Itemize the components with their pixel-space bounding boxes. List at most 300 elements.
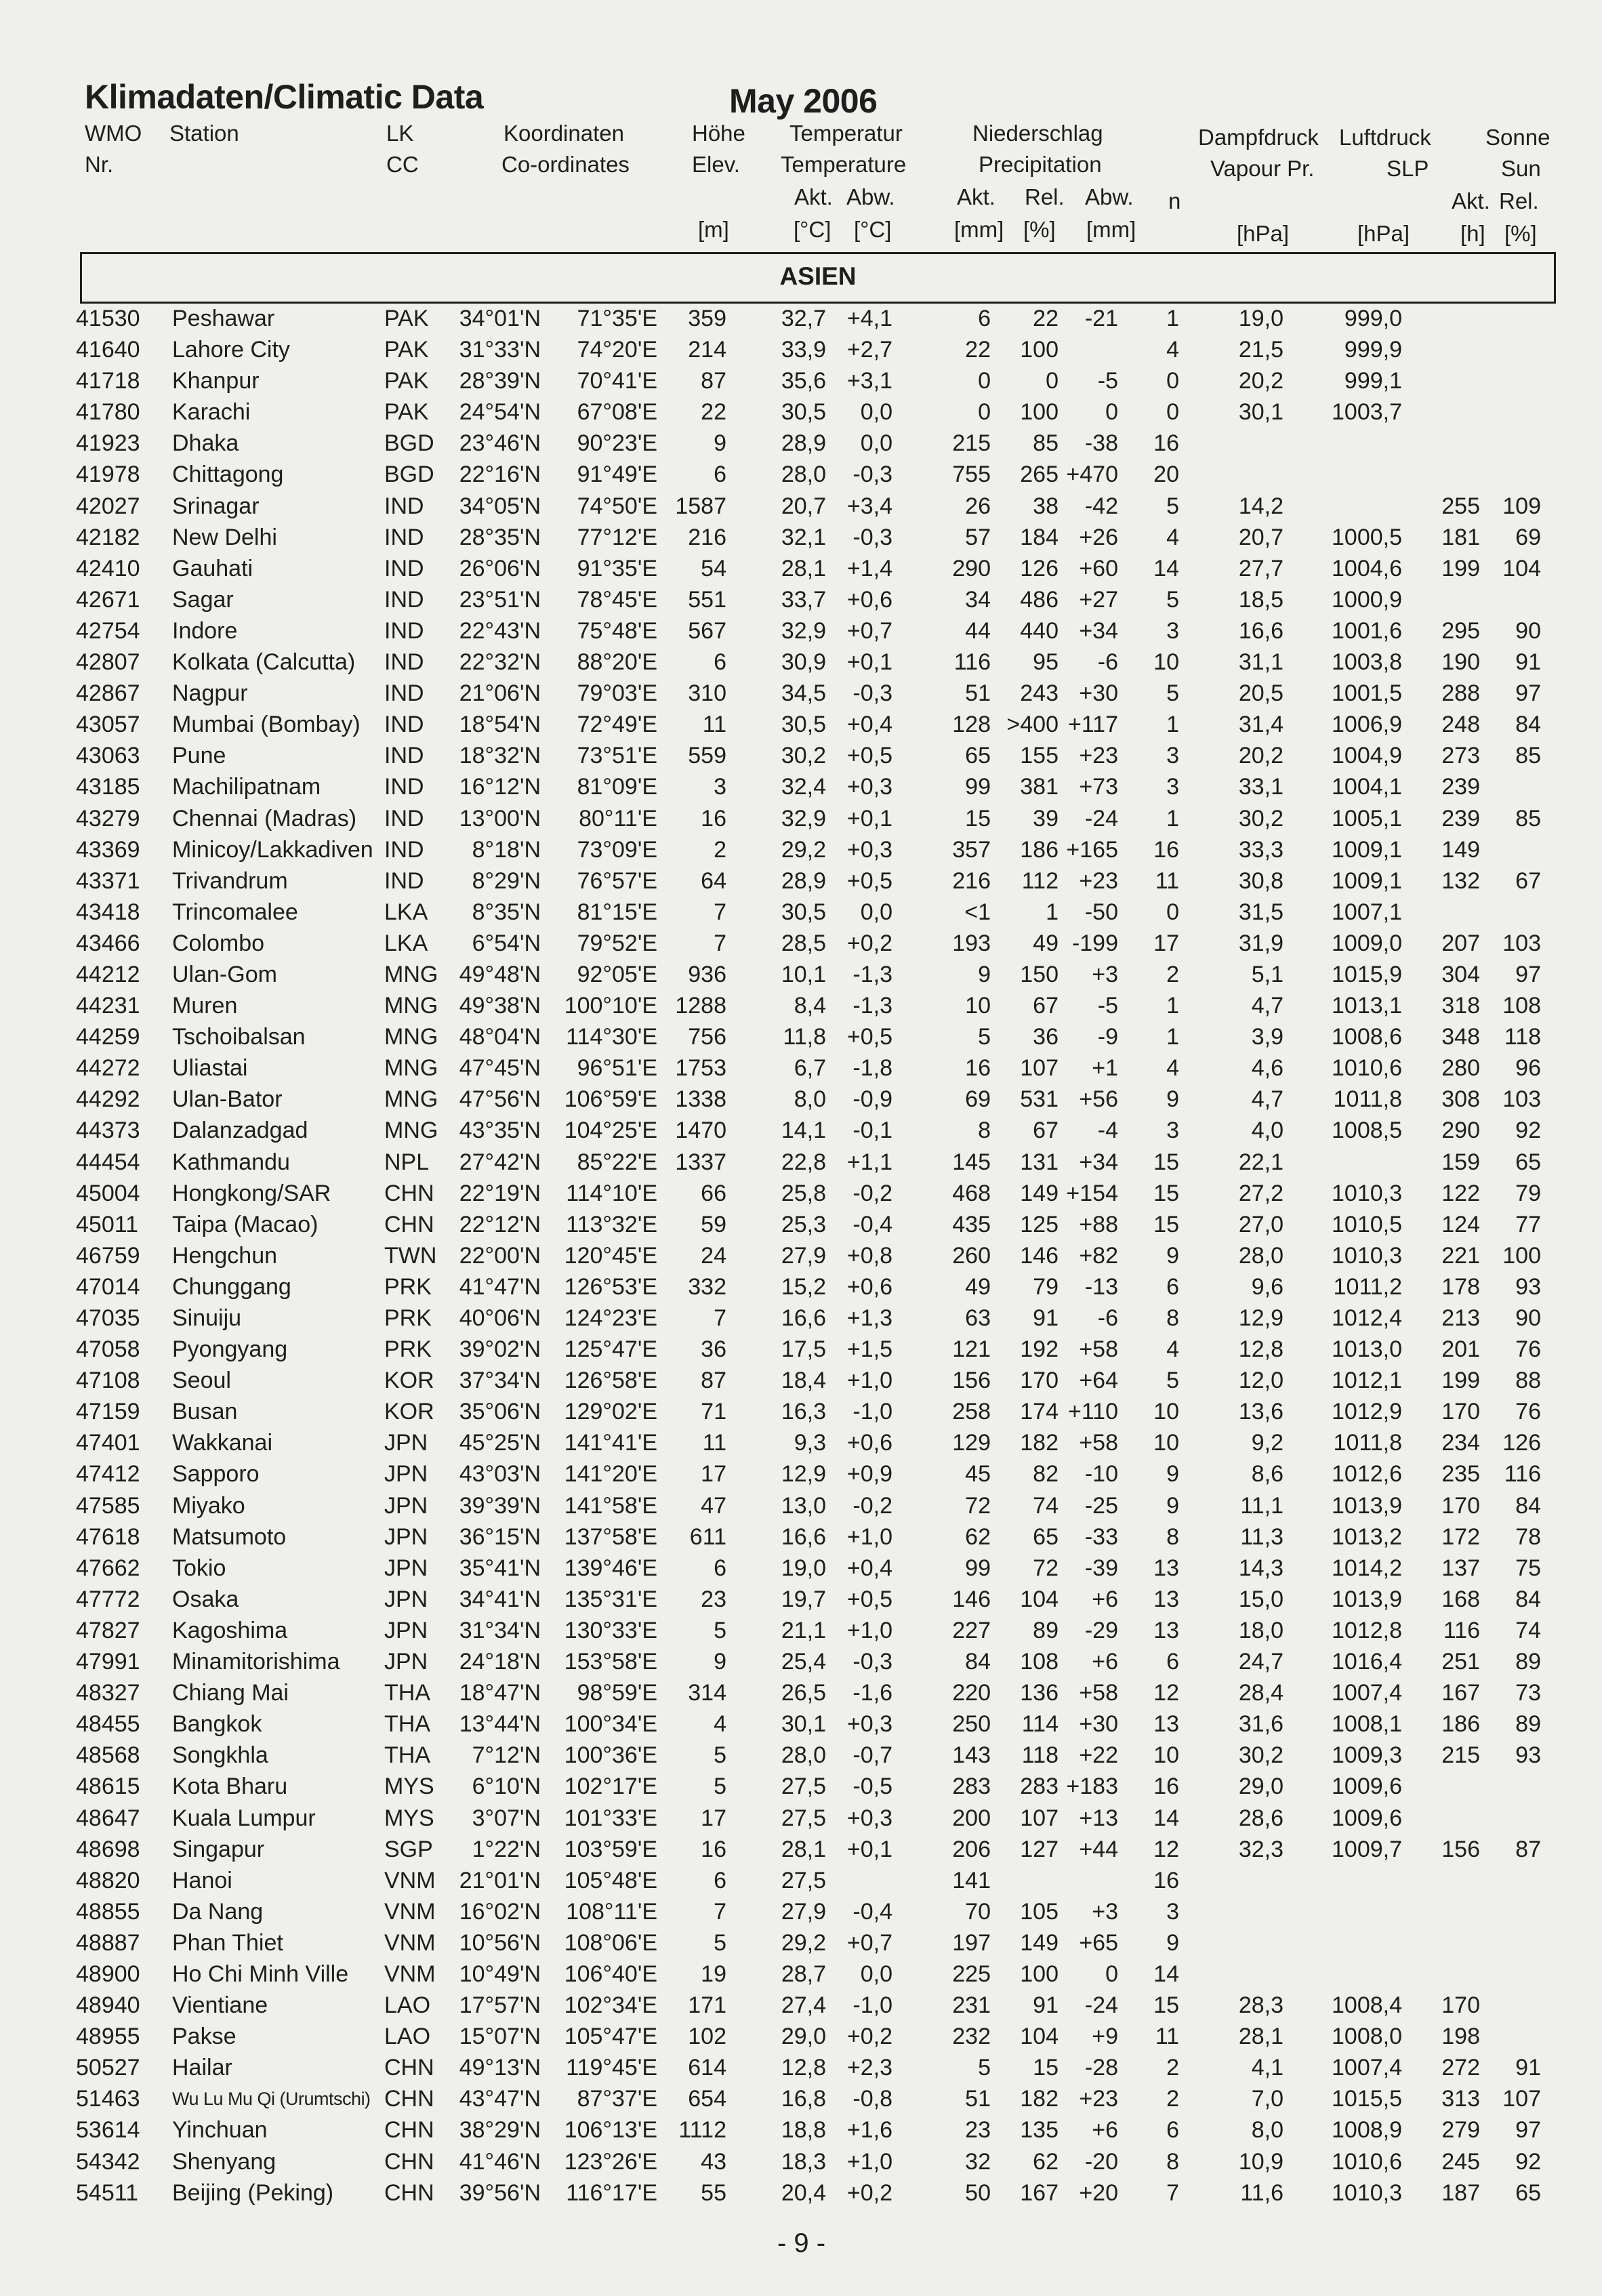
cell-wmo: 41978 bbox=[76, 462, 140, 488]
cell-cc: VNM bbox=[384, 1898, 436, 1925]
table-row bbox=[0, 1990, 1602, 2021]
header-slp: SLP bbox=[1387, 156, 1429, 181]
cell-temp_dev: -1,0 bbox=[853, 1399, 892, 1425]
cell-lat: 41°47'N bbox=[459, 1273, 541, 1300]
cell-cc: MYS bbox=[384, 1805, 434, 1831]
cell-elev: 332 bbox=[688, 1273, 726, 1300]
cell-n: 0 bbox=[1166, 368, 1179, 394]
cell-vapour: 28,1 bbox=[1238, 2024, 1283, 2050]
cell-temp_dev: +0,6 bbox=[846, 1273, 892, 1300]
cell-vapour: 33,1 bbox=[1238, 774, 1283, 800]
cell-lat: 49°38'N bbox=[459, 993, 541, 1019]
cell-sun_rel: 103 bbox=[1502, 1086, 1541, 1113]
cell-slp: 1008,9 bbox=[1332, 2117, 1402, 2144]
cell-prec: 34 bbox=[965, 586, 991, 613]
cell-lat: 3°07'N bbox=[472, 1805, 541, 1831]
cell-temp_dev: +0,2 bbox=[846, 2024, 892, 2050]
cell-lat: 43°35'N bbox=[459, 1118, 541, 1144]
cell-station: Colombo bbox=[172, 930, 265, 956]
cell-vapour: 4,0 bbox=[1251, 1118, 1283, 1144]
cell-elev: 936 bbox=[688, 961, 726, 987]
cell-lat: 15°07'N bbox=[459, 2024, 541, 2050]
cell-prec_dev: +58 bbox=[1079, 1336, 1118, 1363]
cell-prec_rel: 131 bbox=[1020, 1149, 1059, 1175]
cell-lon: 119°45'E bbox=[566, 2055, 657, 2081]
cell-temp: 28,7 bbox=[781, 1961, 826, 1987]
cell-wmo: 48698 bbox=[76, 1836, 140, 1862]
table-row bbox=[0, 522, 1602, 553]
cell-prec_rel: 182 bbox=[1020, 1430, 1059, 1456]
table-row bbox=[0, 334, 1602, 365]
header-wmo: WMO bbox=[85, 121, 142, 146]
cell-elev: 567 bbox=[688, 617, 726, 644]
cell-prec_rel: 36 bbox=[1033, 1024, 1059, 1050]
cell-n: 3 bbox=[1166, 774, 1179, 800]
cell-cc: KOR bbox=[384, 1368, 434, 1394]
cell-cc: PRK bbox=[384, 1336, 432, 1363]
cell-temp_dev: +0,7 bbox=[846, 617, 892, 644]
cell-vapour: 8,0 bbox=[1251, 2117, 1283, 2144]
cell-sun: 221 bbox=[1441, 1242, 1480, 1269]
cell-cc: TWN bbox=[384, 1242, 437, 1269]
cell-elev: 54 bbox=[701, 555, 726, 581]
cell-slp: 1011,8 bbox=[1333, 1086, 1402, 1113]
cell-prec_rel: 150 bbox=[1020, 961, 1059, 987]
cell-vapour: 4,7 bbox=[1251, 993, 1283, 1019]
cell-prec_dev: +3 bbox=[1092, 1898, 1118, 1925]
cell-prec_dev: +23 bbox=[1079, 2086, 1118, 2112]
cell-station: Pyongyang bbox=[172, 1336, 288, 1363]
cell-slp: 1000,5 bbox=[1332, 524, 1402, 550]
cell-prec: 32 bbox=[965, 2148, 991, 2175]
cell-slp: 999,0 bbox=[1344, 306, 1402, 331]
cell-prec_rel: 440 bbox=[1020, 617, 1059, 644]
cell-sun_rel: 89 bbox=[1515, 1711, 1541, 1738]
header-luftdruck: Luftdruck bbox=[1339, 125, 1431, 150]
cell-temp: 11,8 bbox=[783, 1024, 826, 1050]
cell-prec: 16 bbox=[965, 1055, 991, 1082]
cell-prec: 357 bbox=[952, 836, 991, 863]
cell-slp: 1010,3 bbox=[1332, 1242, 1402, 1269]
cell-temp_dev: +0,6 bbox=[846, 586, 892, 613]
cell-slp: 1008,1 bbox=[1332, 1711, 1402, 1738]
cell-prec_dev: +110 bbox=[1067, 1399, 1118, 1425]
cell-wmo: 47108 bbox=[76, 1368, 140, 1394]
cell-station: Sinuiju bbox=[172, 1305, 242, 1331]
table-row bbox=[0, 1396, 1602, 1427]
month-title: May 2006 bbox=[729, 82, 878, 120]
cell-prec_rel: 125 bbox=[1020, 1211, 1059, 1237]
cell-prec: 283 bbox=[952, 1774, 991, 1800]
cell-n: 13 bbox=[1153, 1711, 1179, 1738]
table-row bbox=[0, 1865, 1602, 1896]
cell-prec_rel: 65 bbox=[1033, 1523, 1059, 1550]
cell-sun_rel: 69 bbox=[1515, 524, 1541, 550]
cell-n: 15 bbox=[1153, 1211, 1179, 1237]
cell-prec_dev: -13 bbox=[1084, 1273, 1118, 1300]
cell-temp: 27,4 bbox=[781, 1992, 826, 2019]
cell-n: 15 bbox=[1153, 1992, 1179, 2019]
cell-lon: 141°41'E bbox=[564, 1430, 657, 1456]
cell-cc: MNG bbox=[384, 1024, 438, 1050]
cell-temp_dev: -0,4 bbox=[853, 1898, 892, 1925]
cell-vapour: 32,3 bbox=[1238, 1836, 1283, 1862]
cell-station: Taipa (Macao) bbox=[172, 1211, 319, 1237]
table-row bbox=[0, 1271, 1602, 1303]
cell-n: 6 bbox=[1166, 2117, 1179, 2144]
cell-lon: 105°47'E bbox=[564, 2024, 657, 2050]
cell-station: Ulan-Bator bbox=[172, 1086, 283, 1113]
cell-prec_dev: -24 bbox=[1084, 1992, 1118, 2019]
cell-prec: 250 bbox=[952, 1711, 991, 1738]
cell-station: Pakse bbox=[172, 2024, 237, 2050]
cell-prec: 206 bbox=[952, 1836, 991, 1862]
cell-sun: 239 bbox=[1441, 805, 1480, 832]
cell-temp: 28,1 bbox=[781, 1836, 826, 1862]
cell-cc: LKA bbox=[384, 930, 428, 956]
table-row bbox=[0, 678, 1602, 709]
cell-elev: 5 bbox=[714, 1742, 726, 1769]
cell-lat: 49°13'N bbox=[459, 2055, 541, 2081]
cell-sun_rel: 78 bbox=[1515, 1523, 1541, 1550]
cell-elev: 559 bbox=[688, 743, 726, 769]
cell-n: 3 bbox=[1166, 617, 1179, 644]
cell-lat: 8°35'N bbox=[472, 899, 541, 925]
cell-n: 10 bbox=[1153, 1430, 1179, 1456]
cell-cc: MNG bbox=[384, 961, 438, 987]
table-row bbox=[0, 1927, 1602, 1959]
header-temp-abw: Abw. bbox=[846, 184, 895, 209]
cell-station: Kathmandu bbox=[172, 1149, 290, 1175]
cell-prec_rel: 531 bbox=[1020, 1086, 1059, 1113]
cell-sun: 235 bbox=[1441, 1461, 1480, 1488]
cell-temp_dev: -1,0 bbox=[853, 1992, 892, 2019]
cell-prec_dev: -42 bbox=[1084, 493, 1118, 519]
cell-temp: 19,0 bbox=[781, 1555, 826, 1581]
header-temperature: Temperature bbox=[781, 152, 907, 177]
cell-cc: CHN bbox=[384, 2148, 434, 2175]
page-number: - 9 - bbox=[777, 2228, 826, 2258]
cell-wmo: 44454 bbox=[76, 1149, 140, 1175]
cell-prec_rel: 85 bbox=[1033, 430, 1059, 457]
cell-elev: 4 bbox=[714, 1711, 726, 1738]
cell-temp: 13,0 bbox=[781, 1492, 826, 1519]
table-row bbox=[0, 865, 1602, 897]
cell-wmo: 47662 bbox=[76, 1555, 140, 1581]
cell-prec_dev: +73 bbox=[1079, 774, 1118, 800]
cell-elev: 1753 bbox=[675, 1055, 726, 1082]
cell-prec_rel: 67 bbox=[1033, 993, 1059, 1019]
cell-lat: 22°12'N bbox=[459, 1211, 541, 1237]
cell-slp: 1013,9 bbox=[1332, 1492, 1402, 1519]
cell-prec_rel: 22 bbox=[1033, 306, 1059, 331]
cell-prec_rel: 149 bbox=[1020, 1180, 1059, 1206]
cell-temp: 32,4 bbox=[781, 774, 826, 800]
cell-temp_dev: -0,8 bbox=[853, 2086, 892, 2112]
cell-lon: 137°58'E bbox=[564, 1523, 657, 1550]
cell-station: Kagoshima bbox=[172, 1617, 288, 1643]
cell-sun_rel: 77 bbox=[1515, 1211, 1541, 1237]
cell-slp: 1012,1 bbox=[1332, 1368, 1402, 1394]
cell-slp: 1011,2 bbox=[1333, 1273, 1402, 1300]
table-row bbox=[0, 1708, 1602, 1740]
table-row bbox=[0, 1490, 1602, 1521]
cell-station: Trincomalee bbox=[172, 899, 298, 925]
cell-cc: PAK bbox=[384, 368, 429, 394]
cell-lon: 129°02'E bbox=[564, 1399, 657, 1425]
cell-prec_dev: +27 bbox=[1079, 586, 1118, 613]
cell-cc: IND bbox=[384, 586, 424, 613]
cell-wmo: 51463 bbox=[76, 2086, 140, 2112]
cell-prec_dev: +60 bbox=[1079, 555, 1118, 581]
cell-station: Miyako bbox=[172, 1492, 245, 1519]
cell-lon: 139°46'E bbox=[564, 1555, 657, 1581]
cell-sun: 167 bbox=[1441, 1680, 1480, 1706]
cell-prec_dev: -24 bbox=[1084, 805, 1118, 832]
cell-prec_rel: 0 bbox=[1046, 368, 1059, 394]
cell-lat: 1°22'N bbox=[472, 1836, 541, 1862]
table-row bbox=[0, 928, 1602, 959]
cell-station: Kolkata (Calcutta) bbox=[172, 649, 356, 676]
cell-station: Yinchuan bbox=[172, 2117, 268, 2144]
table-row bbox=[0, 897, 1602, 928]
cell-elev: 5 bbox=[714, 1617, 726, 1643]
cell-elev: 1587 bbox=[675, 493, 726, 519]
cell-lon: 71°35'E bbox=[577, 306, 657, 331]
cell-vapour: 30,2 bbox=[1238, 805, 1283, 832]
cell-sun: 295 bbox=[1441, 617, 1480, 644]
cell-station: Ulan-Gom bbox=[172, 961, 277, 987]
cell-prec_dev: -38 bbox=[1084, 430, 1118, 457]
cell-sun_rel: 108 bbox=[1502, 993, 1541, 1019]
cell-prec: 45 bbox=[965, 1461, 991, 1488]
cell-slp: 999,1 bbox=[1344, 368, 1402, 394]
header-koordinaten: Koordinaten bbox=[504, 121, 624, 146]
table-row bbox=[0, 584, 1602, 615]
cell-n: 5 bbox=[1166, 680, 1179, 707]
cell-lat: 39°39'N bbox=[459, 1492, 541, 1519]
cell-cc: THA bbox=[384, 1742, 430, 1769]
cell-temp: 29,2 bbox=[781, 836, 826, 863]
cell-cc: JPN bbox=[384, 1461, 428, 1488]
cell-prec: 8 bbox=[978, 1118, 991, 1144]
cell-temp_dev: +0,3 bbox=[846, 1805, 892, 1831]
cell-elev: 64 bbox=[701, 867, 726, 894]
cell-n: 9 bbox=[1166, 1929, 1179, 1956]
cell-sun: 172 bbox=[1441, 1523, 1480, 1550]
cell-temp_dev: +0,1 bbox=[846, 805, 892, 832]
cell-prec: 72 bbox=[965, 1492, 991, 1519]
cell-temp: 28,9 bbox=[781, 867, 826, 894]
cell-prec_rel: 107 bbox=[1020, 1805, 1059, 1831]
cell-sun_rel: 118 bbox=[1504, 1024, 1541, 1050]
cell-prec_rel: 114 bbox=[1021, 1711, 1059, 1738]
cell-lon: 88°20'E bbox=[577, 649, 657, 676]
cell-lat: 49°48'N bbox=[459, 961, 541, 987]
cell-lon: 81°09'E bbox=[577, 774, 657, 800]
cell-elev: 6 bbox=[714, 462, 726, 488]
cell-prec_dev: +58 bbox=[1079, 1680, 1118, 1706]
cell-sun_rel: 84 bbox=[1515, 1492, 1541, 1519]
cell-slp: 1014,2 bbox=[1332, 1555, 1402, 1581]
cell-station: Hengchun bbox=[172, 1242, 278, 1269]
cell-lon: 126°58'E bbox=[564, 1368, 657, 1394]
header-sun-rel-unit: [%] bbox=[1504, 221, 1537, 246]
cell-cc: LKA bbox=[384, 899, 428, 925]
cell-elev: 3 bbox=[714, 774, 726, 800]
cell-vapour: 28,0 bbox=[1238, 1242, 1283, 1269]
cell-temp: 19,7 bbox=[781, 1586, 826, 1612]
cell-n: 14 bbox=[1153, 1805, 1179, 1831]
cell-prec_rel: 105 bbox=[1020, 1898, 1059, 1925]
cell-prec: 51 bbox=[965, 2086, 991, 2112]
cell-slp: 999,9 bbox=[1344, 337, 1402, 363]
header-coordinates: Co-ordinates bbox=[501, 152, 630, 177]
cell-vapour: 31,1 bbox=[1238, 649, 1283, 676]
cell-prec_dev: +82 bbox=[1079, 1242, 1118, 1269]
cell-prec: 468 bbox=[952, 1180, 991, 1206]
cell-sun: 170 bbox=[1441, 1399, 1480, 1425]
header-prec-n: n bbox=[1168, 188, 1181, 213]
cell-prec_dev: -20 bbox=[1084, 2148, 1118, 2175]
cell-station: Chiang Mai bbox=[172, 1680, 289, 1706]
cell-temp_dev: +0,5 bbox=[846, 1586, 892, 1612]
cell-n: 13 bbox=[1153, 1555, 1179, 1581]
cell-temp: 30,5 bbox=[781, 899, 826, 925]
cell-temp_dev: +1,1 bbox=[846, 1149, 892, 1175]
cell-n: 4 bbox=[1166, 524, 1179, 550]
cell-slp: 1013,0 bbox=[1332, 1336, 1402, 1363]
cell-cc: LAO bbox=[384, 1992, 431, 2019]
cell-vapour: 12,0 bbox=[1238, 1368, 1283, 1394]
cell-sun: 304 bbox=[1441, 961, 1480, 987]
cell-lat: 22°32'N bbox=[459, 649, 541, 676]
cell-elev: 6 bbox=[714, 649, 726, 676]
cell-prec_rel: 167 bbox=[1020, 2179, 1059, 2206]
cell-vapour: 11,3 bbox=[1240, 1523, 1283, 1550]
cell-lon: 67°08'E bbox=[577, 399, 657, 426]
cell-temp_dev: 0,0 bbox=[860, 899, 892, 925]
cell-n: 12 bbox=[1153, 1836, 1179, 1862]
cell-sun: 168 bbox=[1441, 1586, 1480, 1612]
cell-wmo: 47058 bbox=[76, 1336, 140, 1363]
cell-sun_rel: 85 bbox=[1515, 805, 1541, 832]
cell-temp: 18,4 bbox=[781, 1368, 826, 1394]
cell-prec_dev: +88 bbox=[1079, 1211, 1118, 1237]
header-prec-akt-unit: [mm] bbox=[954, 217, 1004, 242]
cell-lat: 18°47'N bbox=[459, 1680, 541, 1706]
cell-temp_dev: -0,3 bbox=[853, 524, 892, 550]
table-row bbox=[0, 1615, 1602, 1646]
cell-sun_rel: 79 bbox=[1515, 1180, 1541, 1206]
cell-prec_rel: 100 bbox=[1020, 337, 1059, 363]
cell-station: Karachi bbox=[172, 399, 251, 426]
cell-lat: 48°04'N bbox=[459, 1024, 541, 1050]
cell-prec_dev: +34 bbox=[1079, 1149, 1118, 1175]
cell-elev: 756 bbox=[688, 1024, 726, 1050]
cell-lat: 41°46'N bbox=[459, 2148, 541, 2175]
cell-n: 1 bbox=[1166, 306, 1179, 331]
cell-prec_rel: 82 bbox=[1033, 1461, 1059, 1488]
cell-vapour: 19,0 bbox=[1238, 306, 1283, 331]
cell-elev: 611 bbox=[689, 1523, 726, 1550]
table-row bbox=[0, 1584, 1602, 1615]
cell-prec: 0 bbox=[978, 399, 991, 426]
cell-prec_rel: 108 bbox=[1020, 1649, 1059, 1675]
cell-vapour: 14,3 bbox=[1238, 1555, 1283, 1581]
cell-temp_dev: +1,4 bbox=[846, 555, 892, 581]
cell-temp: 12,9 bbox=[781, 1461, 826, 1488]
cell-prec: 290 bbox=[952, 555, 991, 581]
cell-temp_dev: +0,5 bbox=[846, 867, 892, 894]
cell-temp_dev: -1,3 bbox=[853, 961, 892, 987]
cell-wmo: 42671 bbox=[76, 586, 140, 613]
cell-elev: 1112 bbox=[678, 2117, 726, 2144]
cell-prec: 5 bbox=[978, 2055, 991, 2081]
cell-vapour: 14,2 bbox=[1238, 493, 1283, 519]
header-temp-abw-unit: [°C] bbox=[854, 217, 892, 242]
cell-temp: 32,9 bbox=[781, 617, 826, 644]
cell-sun: 308 bbox=[1441, 1086, 1480, 1113]
cell-prec_dev: +117 bbox=[1067, 712, 1118, 738]
cell-cc: IND bbox=[384, 743, 424, 769]
cell-vapour: 30,1 bbox=[1238, 399, 1283, 426]
cell-cc: IND bbox=[384, 524, 424, 550]
cell-wmo: 43063 bbox=[76, 743, 140, 769]
cell-cc: CHN bbox=[384, 2055, 434, 2081]
cell-prec_dev: -50 bbox=[1084, 899, 1118, 925]
cell-station: Minamitorishima bbox=[172, 1649, 340, 1675]
cell-lat: 31°34'N bbox=[459, 1617, 541, 1643]
cell-sun_rel: 75 bbox=[1515, 1555, 1541, 1581]
cell-station: Kota Bharu bbox=[172, 1774, 288, 1800]
cell-temp_dev: -0,1 bbox=[853, 1118, 892, 1144]
cell-prec_rel: 79 bbox=[1033, 1273, 1059, 1300]
cell-vapour: 18,5 bbox=[1238, 586, 1283, 613]
cell-station: Trivandrum bbox=[172, 867, 288, 894]
cell-temp_dev: +4,1 bbox=[846, 306, 892, 331]
header-vapour-unit: [hPa] bbox=[1237, 221, 1290, 246]
cell-prec_rel: 265 bbox=[1020, 462, 1059, 488]
cell-lat: 6°10'N bbox=[472, 1774, 541, 1800]
cell-prec_dev: +56 bbox=[1079, 1086, 1118, 1113]
cell-sun: 122 bbox=[1441, 1180, 1480, 1206]
cell-lon: 72°49'E bbox=[577, 712, 657, 738]
cell-sun_rel: 107 bbox=[1502, 2086, 1541, 2112]
cell-station: Srinagar bbox=[172, 493, 260, 519]
cell-prec_dev: -5 bbox=[1097, 993, 1118, 1019]
cell-temp: 8,0 bbox=[794, 1086, 826, 1113]
header-temperatur: Temperatur bbox=[789, 121, 903, 146]
cell-lon: 114°30'E bbox=[566, 1024, 657, 1050]
cell-slp: 1005,1 bbox=[1332, 805, 1402, 832]
cell-cc: IND bbox=[384, 774, 424, 800]
cell-slp: 1001,5 bbox=[1332, 680, 1402, 707]
cell-n: 7 bbox=[1166, 2179, 1179, 2206]
cell-wmo: 53614 bbox=[76, 2117, 140, 2144]
cell-prec_rel: 91 bbox=[1033, 1992, 1059, 2019]
cell-prec: 99 bbox=[965, 1555, 991, 1581]
region-label: ASIEN bbox=[779, 262, 857, 290]
header-temp-akt-unit: [°C] bbox=[794, 217, 831, 242]
cell-cc: MYS bbox=[384, 1774, 434, 1800]
cell-slp: 1011,8 bbox=[1333, 1430, 1402, 1456]
cell-sun: 199 bbox=[1441, 1368, 1480, 1394]
cell-temp_dev: +1,5 bbox=[846, 1336, 892, 1363]
cell-wmo: 42754 bbox=[76, 617, 140, 644]
cell-elev: 23 bbox=[701, 1586, 726, 1612]
cell-wmo: 47159 bbox=[76, 1399, 140, 1425]
